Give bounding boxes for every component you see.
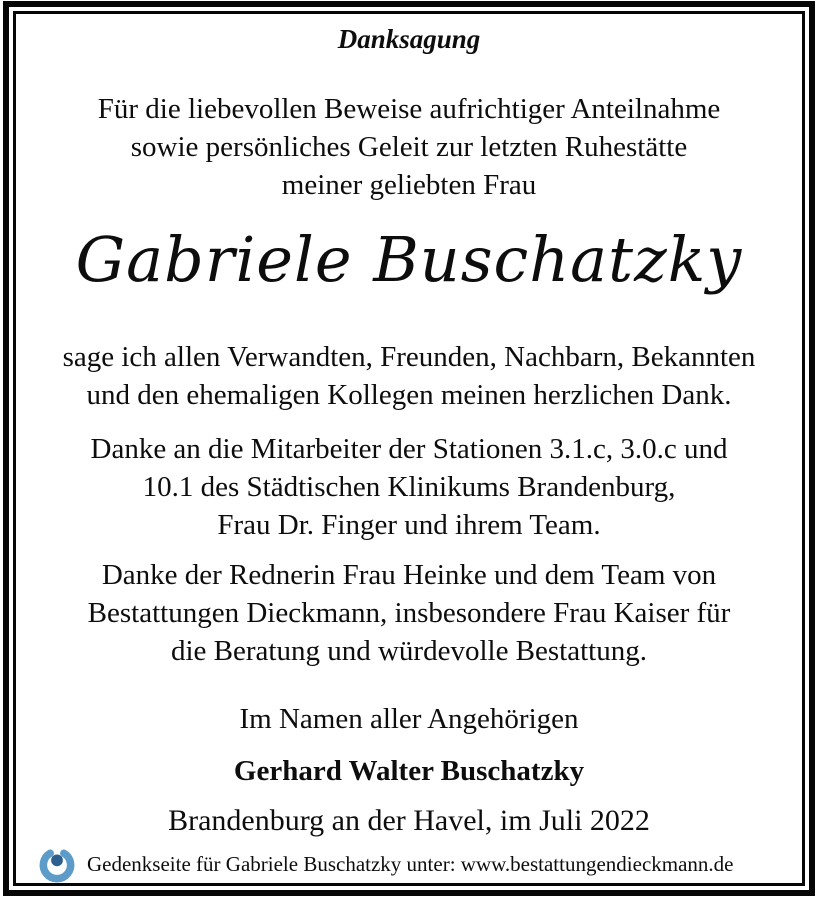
funeral-line: die Beratung und würdevolle Bestattung. [171, 635, 647, 667]
clinic-line: Frau Dr. Finger und ihrem Team. [217, 509, 601, 541]
intro-line: Für die liebevollen Beweise aufrichtiger Anteilnahme [97, 93, 721, 125]
closing-line: Im Namen aller Angehörigen [239, 703, 579, 735]
notice-title: Danksagung [337, 24, 481, 54]
intro-line: meiner geliebten Frau [281, 169, 537, 201]
funeral-line: Danke der Rednerin Frau Heinke und dem Team von [101, 559, 717, 591]
memorial-footer [16, 843, 802, 885]
funeral-thanks-paragraph [16, 556, 802, 670]
thanks-line: sage ich allen Verwandten, Freunden, Nachbarn, Bekannten [62, 341, 756, 373]
deceased-name: Gabriele Buschatzky [75, 223, 743, 296]
intro-line: sowie persönliches Geleit zur letzten Ruhestätte [130, 131, 688, 163]
mourner-name: Gerhard Walter Buschatzky [233, 755, 585, 787]
thanks-line: und den ehemaligen Kollegen meinen herzlichen Dank. [86, 379, 732, 411]
memorial-logo-icon [36, 843, 78, 885]
inner-border-frame [13, 11, 805, 886]
clinic-thanks-paragraph [16, 430, 802, 544]
place-date-line: Brandenburg an der Havel, im Juli 2022 [168, 804, 650, 837]
outer-border-frame [3, 1, 815, 896]
funeral-line: Bestattungen Dieckmann, insbesondere Frau Kaiser für [87, 597, 731, 629]
memorial-footer-text: Gedenkseite für Gabriele Buschatzky unter: www.bestattungendieckmann.de [87, 852, 734, 876]
intro-paragraph [16, 90, 802, 204]
thanks-paragraph [16, 338, 802, 414]
clinic-line: 10.1 des Städtischen Klinikums Brandenburg, [142, 471, 676, 503]
clinic-line: Danke an die Mitarbeiter der Stationen 3.1.c, 3.0.c und [90, 433, 728, 465]
